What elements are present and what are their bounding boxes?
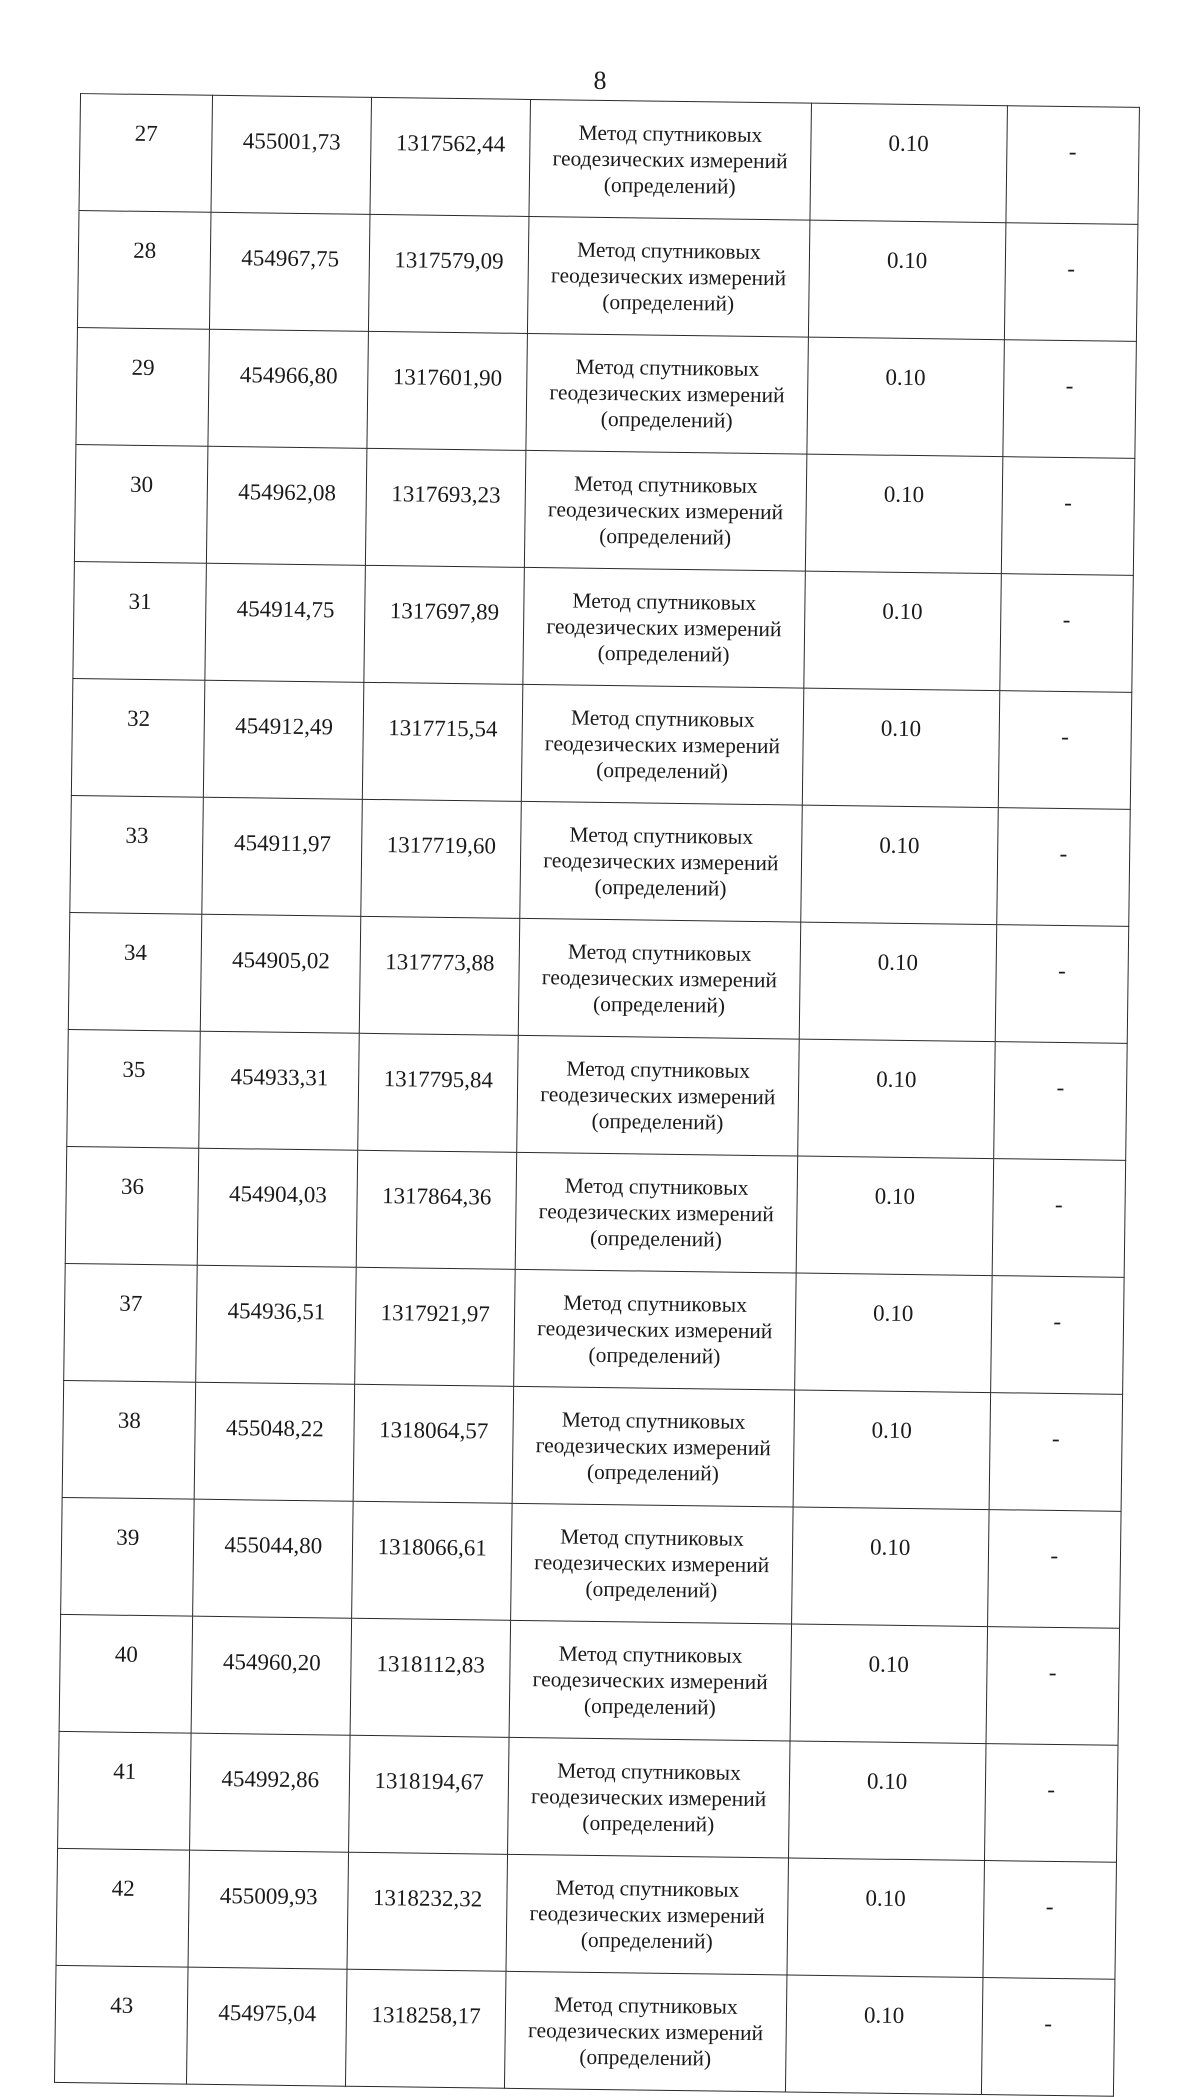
point-number-cell: 42 xyxy=(56,1848,190,1967)
method-line: Метод спутниковых xyxy=(573,471,758,498)
y-coordinate-cell: 1318232,32 xyxy=(347,1852,507,1971)
point-number-cell: 27 xyxy=(79,94,213,213)
y-coordinate-cell: 1318258,17 xyxy=(346,1969,506,2088)
point-number-cell: 31 xyxy=(73,562,207,681)
x-coordinate-cell: 454905,02 xyxy=(201,914,361,1033)
method-line: геодезических измерений xyxy=(527,2018,764,2046)
accuracy-cell: 0.10 xyxy=(787,1858,984,1978)
accuracy-cell: 0.10 xyxy=(797,1039,994,1159)
method-line: (определений) xyxy=(597,640,730,667)
method-line: Метод спутниковых xyxy=(572,588,757,615)
x-coordinate-cell: 454967,75 xyxy=(210,212,370,331)
method-line: (определений) xyxy=(582,1810,715,1837)
accuracy-cell: 0.10 xyxy=(799,922,996,1042)
table-row xyxy=(62,1380,1122,1511)
method-line: геодезических измерений xyxy=(535,1433,771,1461)
method-cell xyxy=(524,450,806,571)
method-line: Метод спутниковых xyxy=(561,1407,746,1434)
method-cell xyxy=(529,99,811,220)
x-coordinate-cell: 455001,73 xyxy=(211,95,371,214)
method-line: Метод спутниковых xyxy=(557,1758,741,1785)
point-number-cell: 35 xyxy=(67,1029,201,1148)
method-line: Метод спутниковых xyxy=(570,705,755,732)
accuracy-cell: 0.10 xyxy=(807,337,1004,457)
coordinates-table xyxy=(54,93,1140,2097)
table-row xyxy=(70,796,1130,927)
y-coordinate-cell: 1317579,09 xyxy=(369,214,529,333)
y-coordinate-cell: 1317795,84 xyxy=(358,1033,518,1152)
method-line: геодезических измерений xyxy=(543,848,779,876)
method-line: Метод спутниковых xyxy=(578,120,763,147)
accuracy-cell: 0.10 xyxy=(804,571,1001,691)
x-coordinate-cell: 454960,20 xyxy=(191,1616,351,1735)
method-line: (определений) xyxy=(596,757,729,784)
page-number: 8 xyxy=(593,66,607,95)
note-cell: - xyxy=(1001,457,1135,576)
y-coordinate-cell: 1317562,44 xyxy=(370,97,530,216)
x-coordinate-cell: 454992,86 xyxy=(190,1733,350,1852)
method-line: (определений) xyxy=(599,523,732,550)
y-coordinate-cell: 1317773,88 xyxy=(359,916,519,1035)
table-row xyxy=(67,1029,1127,1160)
x-coordinate-cell: 455044,80 xyxy=(193,1499,353,1618)
method-line: (определений) xyxy=(603,172,736,199)
table-row xyxy=(56,1848,1116,1979)
point-number-cell: 38 xyxy=(62,1380,196,1499)
x-coordinate-cell: 455009,93 xyxy=(188,1850,348,1969)
method-cell xyxy=(511,1503,793,1624)
method-line: Метод спутниковых xyxy=(575,354,760,381)
note-cell: - xyxy=(986,1627,1120,1746)
method-line: геодезических измерений xyxy=(540,1082,776,1110)
accuracy-cell: 0.10 xyxy=(800,805,997,925)
method-line: (определений) xyxy=(600,406,733,433)
table-row xyxy=(59,1614,1119,1745)
point-number-cell: 41 xyxy=(58,1731,192,1850)
x-coordinate-cell: 454966,80 xyxy=(208,329,368,448)
method-line: (определений) xyxy=(585,1576,718,1603)
table-row xyxy=(77,211,1137,342)
method-line: геодезических измерений xyxy=(541,965,778,993)
note-cell: - xyxy=(981,1978,1115,2097)
x-coordinate-cell: 454914,75 xyxy=(205,563,365,682)
accuracy-cell: 0.10 xyxy=(796,1156,993,1276)
note-cell: - xyxy=(993,1042,1127,1161)
method-line: (определений) xyxy=(592,991,726,1018)
x-coordinate-cell: 454962,08 xyxy=(207,446,367,565)
method-line: (определений) xyxy=(594,874,727,901)
method-line: Метод спутниковых xyxy=(555,1875,740,1902)
method-line: геодезических измерений xyxy=(530,1784,767,1812)
method-line: (определений) xyxy=(580,1927,713,1954)
x-coordinate-cell: 454975,04 xyxy=(187,1967,347,2086)
table-row xyxy=(58,1731,1118,1862)
method-line: (определений) xyxy=(588,1342,721,1369)
accuracy-cell: 0.10 xyxy=(788,1741,985,1861)
y-coordinate-cell: 1317715,54 xyxy=(363,682,523,801)
method-cell xyxy=(517,1035,799,1156)
method-line: Метод спутниковых xyxy=(564,1173,749,1200)
coordinates-table-body xyxy=(55,94,1140,2097)
method-line: (определений) xyxy=(602,289,735,316)
accuracy-cell: 0.10 xyxy=(808,220,1005,340)
method-line: Метод спутниковых xyxy=(567,939,752,966)
accuracy-cell: 0.10 xyxy=(793,1390,990,1510)
y-coordinate-cell: 1317921,97 xyxy=(355,1267,515,1386)
table-row xyxy=(79,94,1139,225)
method-line: (определений) xyxy=(583,1693,716,1720)
note-cell: - xyxy=(995,925,1129,1044)
point-number-cell: 39 xyxy=(61,1497,195,1616)
x-coordinate-cell: 454933,31 xyxy=(199,1031,359,1150)
method-line: Метод спутниковых xyxy=(558,1641,743,1668)
method-cell xyxy=(518,918,800,1039)
accuracy-cell: 0.10 xyxy=(790,1624,987,1744)
method-line: геодезических измерений xyxy=(546,614,782,642)
table-row xyxy=(68,912,1128,1043)
note-cell: - xyxy=(992,1159,1126,1278)
method-line: геодезических измерений xyxy=(552,146,788,174)
table-row xyxy=(65,1146,1125,1277)
method-line: геодезических измерений xyxy=(547,497,784,525)
method-cell xyxy=(527,216,809,337)
point-number-cell: 37 xyxy=(64,1263,198,1382)
point-number-cell: 29 xyxy=(76,328,210,447)
y-coordinate-cell: 1317601,90 xyxy=(367,331,527,450)
x-coordinate-cell: 454911,97 xyxy=(202,797,362,916)
point-number-cell: 33 xyxy=(70,796,204,915)
method-line: Метод спутниковых xyxy=(553,1992,738,2019)
x-coordinate-cell: 455048,22 xyxy=(195,1382,355,1501)
method-line: геодезических измерений xyxy=(534,1550,770,1578)
y-coordinate-cell: 1318064,57 xyxy=(353,1384,513,1503)
x-coordinate-cell: 454904,03 xyxy=(198,1148,358,1267)
accuracy-cell: 0.10 xyxy=(805,454,1002,574)
method-cell xyxy=(506,1854,788,1975)
note-cell: - xyxy=(1002,340,1136,459)
y-coordinate-cell: 1318194,67 xyxy=(349,1735,509,1854)
x-coordinate-cell: 454936,51 xyxy=(196,1265,356,1384)
method-cell xyxy=(505,1971,787,2092)
table-row xyxy=(76,328,1136,459)
y-coordinate-cell: 1317697,89 xyxy=(364,565,524,684)
method-cell xyxy=(523,567,805,688)
y-coordinate-cell: 1317693,23 xyxy=(366,448,526,567)
method-line: Метод спутниковых xyxy=(563,1290,748,1317)
method-line: геодезических измерений xyxy=(550,263,787,291)
method-line: (определений) xyxy=(586,1459,719,1486)
y-coordinate-cell: 1318112,83 xyxy=(350,1618,510,1737)
method-cell xyxy=(512,1386,794,1507)
method-line: Метод спутниковых xyxy=(576,237,761,264)
x-coordinate-cell: 454912,49 xyxy=(204,680,364,799)
point-number-cell: 30 xyxy=(74,445,208,564)
note-cell: - xyxy=(990,1276,1124,1395)
method-line: геодезических измерений xyxy=(538,1199,775,1227)
method-line: Метод спутниковых xyxy=(566,1056,751,1083)
method-cell xyxy=(508,1737,790,1858)
method-line: геодезических измерений xyxy=(532,1667,768,1695)
method-cell xyxy=(509,1620,791,1741)
table-row xyxy=(64,1263,1124,1394)
note-cell: - xyxy=(1004,223,1138,342)
method-cell xyxy=(526,333,808,454)
y-coordinate-cell: 1318066,61 xyxy=(352,1501,512,1620)
y-coordinate-cell: 1317719,60 xyxy=(361,799,521,918)
point-number-cell: 36 xyxy=(65,1146,199,1265)
method-cell xyxy=(514,1269,796,1390)
method-line: геодезических измерений xyxy=(544,731,781,759)
table-row xyxy=(74,445,1134,576)
point-number-cell: 34 xyxy=(68,912,202,1031)
method-line: Метод спутниковых xyxy=(569,822,754,849)
note-cell: - xyxy=(998,691,1132,810)
note-cell: - xyxy=(996,808,1130,927)
method-line: геодезических измерений xyxy=(529,1901,765,1929)
note-cell: - xyxy=(999,574,1133,693)
point-number-cell: 43 xyxy=(55,1965,189,2084)
method-line: геодезических измерений xyxy=(549,380,785,408)
method-line: Метод спутниковых xyxy=(560,1524,745,1551)
method-cell xyxy=(520,801,802,922)
point-number-cell: 32 xyxy=(71,679,205,798)
note-cell: - xyxy=(984,1744,1118,1863)
accuracy-cell: 0.10 xyxy=(791,1507,988,1627)
accuracy-cell: 0.10 xyxy=(810,103,1007,223)
method-line: (определений) xyxy=(591,1108,724,1135)
note-cell: - xyxy=(983,1861,1117,1980)
accuracy-cell: 0.10 xyxy=(785,1975,982,2095)
table-row xyxy=(73,562,1133,693)
table-row xyxy=(61,1497,1121,1628)
method-cell xyxy=(515,1152,797,1273)
point-number-cell: 40 xyxy=(59,1614,193,1733)
table-row xyxy=(71,679,1131,810)
table-row xyxy=(55,1965,1115,2096)
method-cell xyxy=(521,684,803,805)
method-line: (определений) xyxy=(589,1225,723,1252)
coordinates-table-wrapper xyxy=(54,93,1140,2097)
accuracy-cell: 0.10 xyxy=(802,688,999,808)
y-coordinate-cell: 1317864,36 xyxy=(356,1150,516,1269)
note-cell: - xyxy=(989,1393,1123,1512)
method-line: (определений) xyxy=(579,2044,712,2071)
point-number-cell: 28 xyxy=(77,211,211,330)
method-line: геодезических измерений xyxy=(537,1316,773,1344)
note-cell: - xyxy=(1006,106,1140,225)
accuracy-cell: 0.10 xyxy=(794,1273,991,1393)
note-cell: - xyxy=(987,1510,1121,1629)
